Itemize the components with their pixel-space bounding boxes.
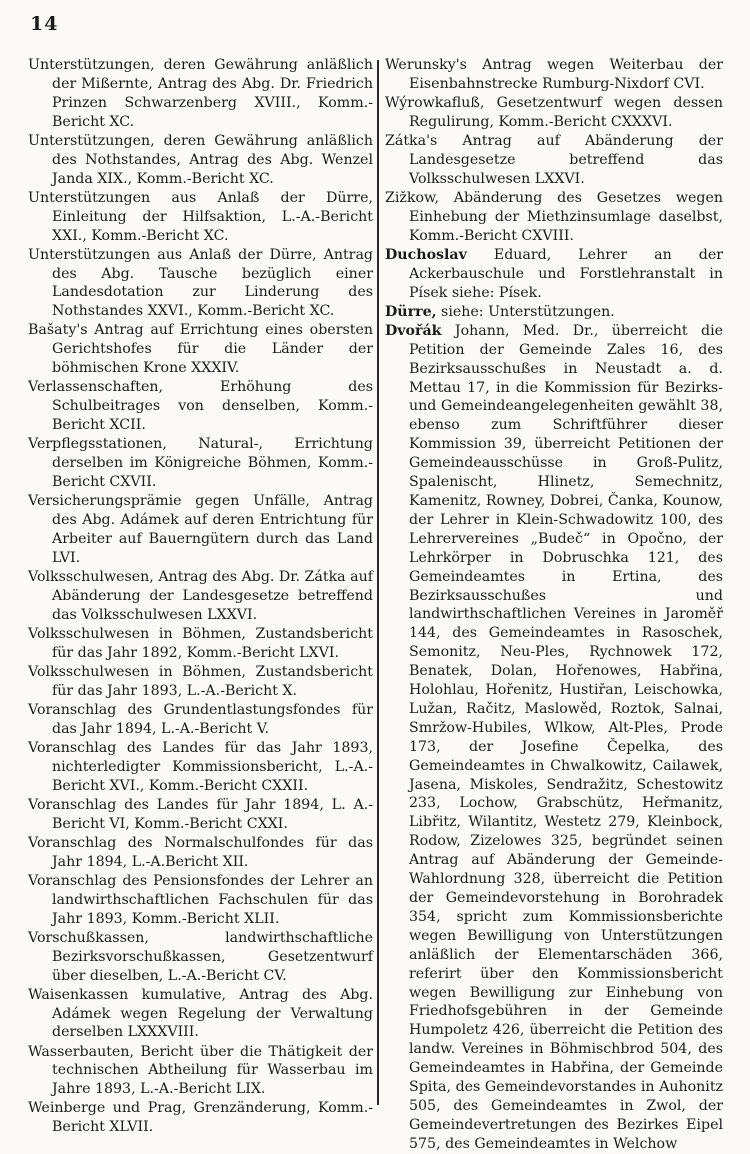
index-entry	[28, 625, 373, 663]
entry-heading: Dürre,	[385, 303, 437, 320]
index-entry	[28, 1043, 373, 1100]
index-entry	[28, 663, 373, 701]
entry-text: Voranschlag des Normalschulfondes für das Jahr 1894, L.-A.Bericht XII.	[28, 834, 373, 870]
entry-text: Volksschulwesen in Böhmen, Zustandsbericht für das Jahr 1893, L.-A.-Bericht X.	[28, 663, 373, 699]
entry-text: Wasserbauten, Bericht über die Thätigkeit der technischen Abtheilung für Wasserbau im Jahre 1893, L.-A.-Bericht LIX.	[28, 1043, 373, 1098]
left-column	[28, 56, 373, 1137]
entry-text: Voranschlag des Landes für Jahr 1894, L. A.-Bericht VI, Komm.-Bericht CXXI.	[28, 796, 373, 832]
index-entry	[28, 321, 373, 378]
index-entry	[28, 435, 373, 492]
index-entry	[385, 303, 723, 322]
entry-text: siehe: Unterstützungen.	[436, 303, 615, 320]
entry-text: Weinberge und Prag, Grenzänderung, Komm.-Bericht XLVII.	[28, 1100, 373, 1136]
index-entry	[385, 322, 723, 1154]
index-entry	[28, 929, 373, 986]
entry-text: Waisenkassen kumulative, Antrag des Abg. Adámek wegen Regelung der Verwaltung derselben LXXXVIII.	[28, 986, 373, 1041]
index-entry	[385, 132, 723, 189]
entry-text: Eduard, Lehrer an der Ackerbauschule und Forstlehranstalt in Písek siehe: Písek.	[409, 246, 723, 301]
index-entry	[28, 568, 373, 625]
index-entry	[28, 739, 373, 796]
entry-text: Unterstützungen aus Anlaß der Dürre, Einleitung der Hilfsaktion, L.-A.-Bericht XXI., Komm.-Bericht XC.	[28, 189, 373, 244]
entry-text: Unterstützungen, deren Gewährung anläßlich der Mißernte, Antrag des Abg. Dr. Friedrich Prinzen Schwarzenberg XVIII., Komm.-Bericht XC.	[28, 57, 373, 130]
index-entry	[385, 189, 723, 246]
index-entry	[28, 492, 373, 568]
index-entry	[385, 56, 723, 94]
entry-text: Voranschlag des Grundentlastungsfondes für das Jahr 1894, L.-A.-Bericht V.	[28, 701, 373, 737]
entry-text: Vorschußkassen, landwirthschaftliche Bezirksvorschußkassen, Gesetzentwurf über dieselben, L.-A.-Bericht CV.	[28, 929, 373, 984]
index-entry	[28, 189, 373, 246]
index-entry	[28, 246, 373, 322]
column-divider	[377, 60, 379, 1105]
index-entry	[28, 378, 373, 435]
entry-text: Volksschulwesen in Böhmen, Zustandsbericht für das Jahr 1892, Komm.-Bericht LXVI.	[28, 625, 373, 661]
index-entry	[385, 94, 723, 132]
index-entry	[28, 796, 373, 834]
entry-text: Voranschlag des Pensionsfondes der Lehrer an landwirthschaftlichen Fachschulen für das Jahr 1893, Komm.-Bericht XLII.	[28, 872, 373, 927]
entry-text: Verpflegsstationen, Natural-, Errichtung derselben im Königreiche Böhmen, Komm.-Bericht CXVII.	[28, 436, 373, 491]
entry-heading: Dvořák	[385, 322, 442, 339]
entry-text: Verlassenschaften, Erhöhung des Schulbeitrages von denselben, Komm.-Bericht XCII.	[28, 379, 373, 434]
entry-text: Versicherungsprämie gegen Unfälle, Antrag des Abg. Adámek auf deren Entrichtung für Arbeiter auf Bauerngütern durch das Land LVI.	[28, 493, 373, 566]
index-entry	[28, 1099, 373, 1137]
entry-text: Wýrowkafluß, Gesetzentwurf wegen dessen Regulirung, Komm.-Bericht CXXXVI.	[385, 95, 723, 130]
index-entry	[28, 872, 373, 929]
entry-text: Zátka's Antrag auf Abänderung der Landesgesetze betreffend das Volksschulwesen LXXVI.	[385, 133, 723, 187]
entry-text: Werunsky's Antrag wegen Weiterbau der Eisenbahnstrecke Rumburg-Nixdorf CVI.	[385, 57, 723, 92]
index-entry	[28, 701, 373, 739]
entry-text: Bašaty's Antrag auf Errichtung eines obersten Gerichtshofes für die Länder der böhmischen Krone XXXIV.	[28, 322, 373, 377]
entry-text: Johann, Med. Dr., überreicht die Petition der Gemeinde Zales 16, des Bezirksausschußes in Neustadt a. d. Mettau 17, in die Kommission für Bezirks- und Gemeindeangelegenheiten gewählt 38, ebenso zum Schriftführer dieser Kommission 39, überreicht Petitionen der Gemeindeausschüsse in Groß-Pulitz, Spalenischt, Hlinetz, Semechnitz, Kamenitz, Rowney, Dobrei, Čanka, Kounow, der Lehrer in Klein-Schwadowitz 100, des Lehrervereines „Budeč“ in Opočno, der Lehrkörper in Dobruschka 121, des Gemeindeamtes in Ertina, des Bezirksausschußes und landwirthschaftlichen Vereines in Jaroměř 144, des Gemeindeamtes in Rasoschek, Semonitz, Neu-Ples, Rychnowek 172, Benatek, Dolan, Hořenowes, Habřina, Holohlau, Hořenitz, Hustiřan, Leischowka, Lužan, Račitz, Maslowěd, Roztok, Salnai, Smržow-Hubiles, Wlkow, Alt-Ples, Prode 173, der Josefine Čepelka, des Gemeindeamtes in Chwalkowitz, Cailawek, Jasena, Miskoles, Sendražitz, Schestowitz 233, Lochow, Grabschütz, Heřmanitz, Libřitz, Wilantitz, Westetz 279, Kleinbock, Rodow, Zizelowes 325, begründet seinen Antrag auf Abänderung der Gemeinde-Wahlordnung 328, überreicht die Petition der Gemeindevorstehung in Borohradek 354, spricht zum Kommissionsberichte wegen Bewilligung von Unterstützungen anläßlich der Elementarschäden 366, referirt über den Kommissionsbericht wegen Bewilligung zur Einhebung von Friedhofsgebühren in der Gemeinde Humpoletz 426, überreicht die Petition des landw. Vereines in Böhmischbrod 504, des Gemeindeamtes in Habřina, der Gemeinde Spita, des Gemeindevorstandes in Auhonitz 505, des Gemeindeamtes in Zwol, der Gemeindevertretungen des Bezirkes Eipel 575, des Gemeindeamtes in Welchow	[409, 322, 723, 1152]
index-entry	[28, 56, 373, 132]
entry-text: Volksschulwesen, Antrag des Abg. Dr. Zátka auf Abänderung der Landesgesetze betreffend das Volksschulwesen LXXVI.	[28, 568, 373, 623]
index-entry	[28, 834, 373, 872]
entry-text: Voranschlag des Landes für das Jahr 1893, nichterledigter Kommissionsbericht, L.-A.-Bericht XVI., Komm.-Bericht CXXII.	[28, 739, 373, 794]
entry-text: Zižkow, Abänderung des Gesetzes wegen Einhebung der Miethzinsumlage daselbst, Komm.-Bericht CXVIII.	[385, 189, 723, 244]
entry-heading: Duchoslav	[385, 246, 467, 263]
page-number: 14	[30, 13, 59, 35]
entry-text: Unterstützungen aus Anlaß der Dürre, Antrag des Abg. Tausche bezüglich einer Landesdotation zur Linderung des Nothstandes XXVI., Komm.-Bericht XC.	[28, 246, 373, 320]
index-entry	[385, 246, 723, 303]
index-entry	[28, 132, 373, 189]
right-column	[385, 56, 723, 1154]
entry-text: Unterstützungen, deren Gewährung anläßlich des Nothstandes, Antrag des Abg. Wenzel Janda XIX., Komm.-Bericht XC.	[28, 132, 373, 187]
index-entry	[28, 986, 373, 1043]
